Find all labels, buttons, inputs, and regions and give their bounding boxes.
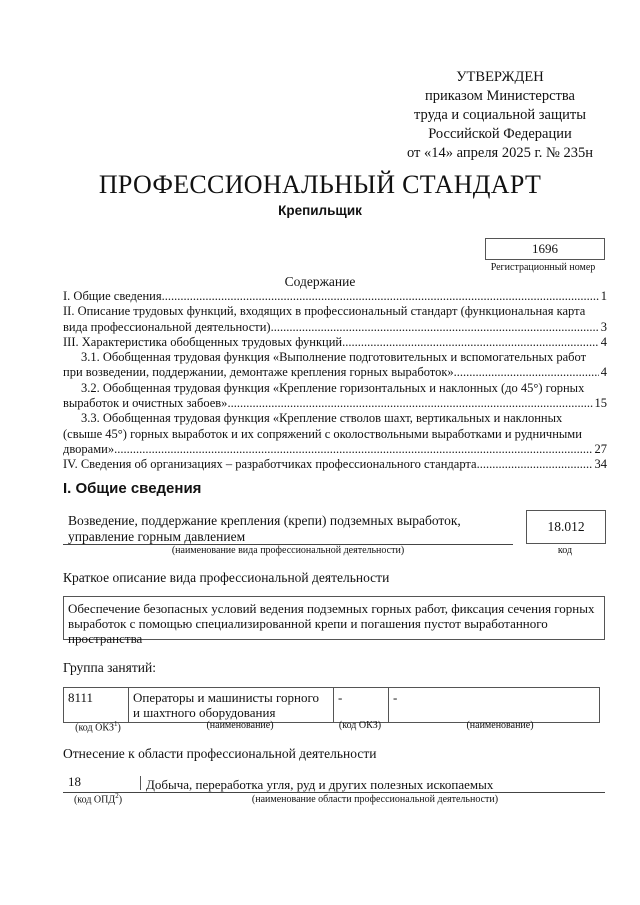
opd-name-caption: (наименование области профессиональной деятельности) [251,794,499,805]
toc-item[interactable]: 3.3. Обобщенная трудовая функция «Крепление стволов шахт, вертикальных и наклонных (свыше 45°) горных выработок и их сопряжений с околоствольными выработками и рудничными дворами» ..... 27 [63,411,607,457]
okz-code-cell: - [334,688,389,723]
toc-item[interactable]: IV. Сведения об организациях – разработчиках профессионального стандарта ..... 34 [63,457,607,472]
occupation-name-caption: (наименование) [466,720,534,731]
occupation-group-title: Группа занятий: [63,660,156,675]
okz-code-caption: (код ОКЗ) [338,720,382,731]
activity-field-title: Отнесение к области профессиональной деятельности [63,746,377,761]
activity-code: 18.012 [526,510,606,544]
registration-label: Регистрационный номер [490,262,596,273]
okz-code-cell: 8111 [64,688,129,723]
brief-description-title: Краткое описание вида профессиональной деятельности [63,570,390,585]
occupation-name-cell: Операторы и машинисты горного и шахтного оборудования [129,688,334,723]
activity-kind: Возведение, поддержание крепления (крепи) подземных выработок, управление горным давлением [68,513,461,544]
okz-code-caption: (код ОКЗ$^1$) [75,720,121,734]
approval-block [395,68,605,163]
document-subtitle: Крепильщик [278,203,362,218]
table-row [64,688,600,723]
activity-code-caption: код [557,545,573,556]
approval-line: Российской Федерации [428,126,572,142]
toc-item[interactable]: III. Характеристика обобщенных трудовых функций ..... 4 [63,335,607,350]
document-title: ПРОФЕССИОНАЛЬНЫЙ СТАНДАРТ [98,170,542,199]
occupation-name-cell: - [389,688,600,723]
opd-code-caption: (код ОПД$^2$) [73,792,123,806]
occupation-name-caption: (наименование) [206,720,274,731]
toc-item[interactable]: II. Описание трудовых функций, входящих в профессиональный стандарт (функциональная карта вида профессиональной деятельности) ..... 3 [63,304,607,335]
activity-kind-caption: (наименование вида профессиональной деятельности) [171,545,405,556]
opd-name: Добыча, переработка угля, руд и других полезных ископаемых [146,777,494,792]
brief-description: Обеспечение безопасных условий ведения подземных горных работ, фиксация сечения горных выработок с помощью специализированной крепи и погашения пустот выработанного пространства [63,596,605,640]
approval-line: труда и социальной защиты [414,107,586,123]
approval-line: приказом Министерства [425,88,575,104]
toc-item[interactable]: 3.1. Обобщенная трудовая функция «Выполнение подготовительных и вспомогательных работ при возведении, поддержании, демонтаже крепления горных выработок» ..... 4 [63,350,607,381]
divider [63,792,605,793]
section-heading: I. Общие сведения [63,480,202,497]
divider [140,776,141,790]
occupation-table [63,687,600,723]
toc-item[interactable]: 3.2. Обобщенная трудовая функция «Крепление горизонтальных и наклонных (до 45°) горных выработок и очистных забоев» ..... 15 [63,381,607,412]
registration-number: 1696 [485,238,605,260]
toc-item[interactable]: I. Общие сведения ..... 1 [63,289,607,304]
approval-line: УТВЕРЖДЕН [456,69,544,85]
opd-code: 18 [68,774,81,789]
contents-title: Содержание [284,274,356,289]
approval-line: от «14» апреля 2025 г. № 235н [406,145,594,161]
table-of-contents [63,289,607,473]
